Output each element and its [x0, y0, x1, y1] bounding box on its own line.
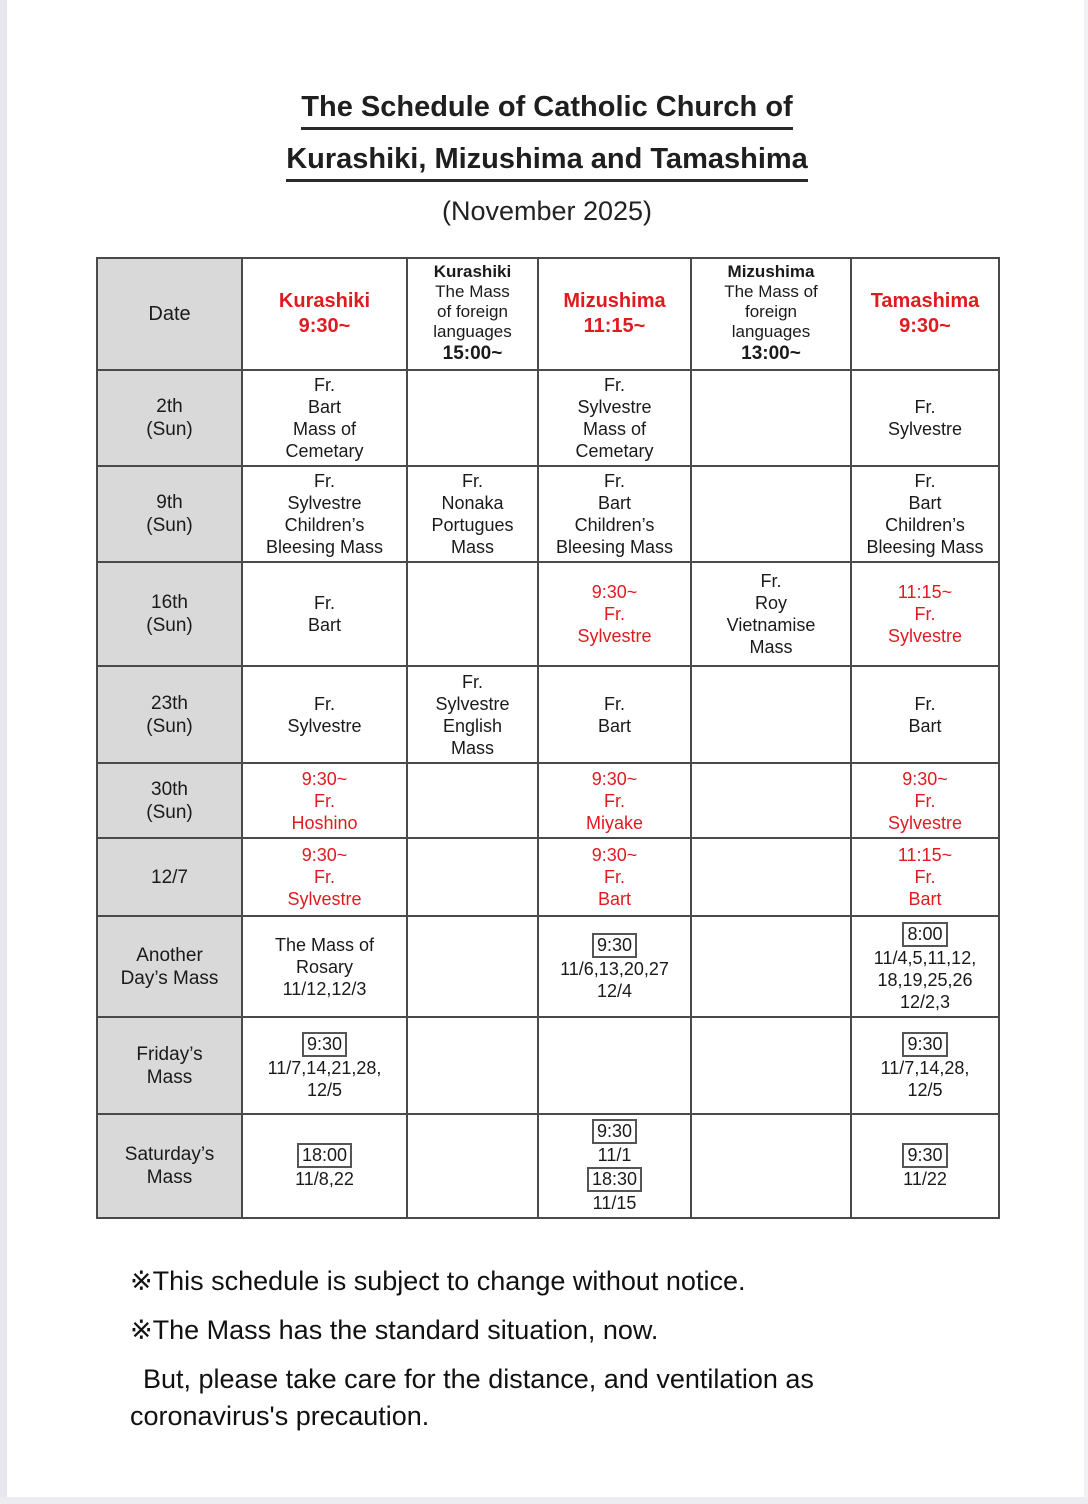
- cell-line: 16th: [151, 592, 188, 613]
- cell-line: 9:30~: [298, 315, 351, 337]
- page-bottom-edge: [0, 1497, 1088, 1504]
- schedule-cell-mizushima-foreign-languages: [691, 466, 851, 562]
- cell-line: 12/4: [596, 980, 633, 1001]
- cell-line: Bart: [307, 397, 341, 417]
- cell-line: Bart: [597, 889, 631, 909]
- cell-line: 12/2,3: [899, 991, 951, 1012]
- cell-line: [246, 1031, 403, 1057]
- note-standard-situation: ※The Mass has the standard situation, now.: [130, 1315, 659, 1345]
- cell-line: Mass: [146, 1167, 193, 1188]
- cell-line: 9:30~: [899, 315, 951, 337]
- cell-line: Fr.: [914, 790, 936, 811]
- mass-schedule-table: [96, 257, 1000, 1219]
- cell-line: (Sun): [146, 419, 193, 440]
- schedule-cell-kurashiki-foreign-languages: [407, 1017, 538, 1114]
- schedule-row: [97, 1114, 999, 1218]
- cell-line: Mass of: [582, 419, 647, 439]
- schedule-cell-mizushima: [538, 916, 691, 1017]
- cell-line: The Mass: [435, 282, 510, 301]
- schedule-row: [97, 370, 999, 466]
- cell-line: Bleesing Mass: [866, 537, 984, 557]
- cell-line: Nonaka: [441, 493, 504, 513]
- cell-line: 15:00~: [442, 343, 503, 364]
- cell-line: Kurashiki: [433, 262, 512, 281]
- cell-line: Fr.: [314, 867, 335, 887]
- cell-line: Sylvestre: [577, 626, 652, 646]
- date-cell: [97, 838, 242, 916]
- cell-line: Children’s: [885, 515, 965, 535]
- date-cell: [97, 562, 242, 666]
- cell-line: Kurashiki: [278, 290, 371, 312]
- schedule-row: [97, 466, 999, 562]
- schedule-cell-mizushima: [538, 666, 691, 763]
- title-block: [96, 0, 998, 227]
- date-cell: [97, 763, 242, 838]
- cell-line: Mizushima: [563, 290, 666, 312]
- cell-line: (Sun): [146, 515, 193, 536]
- cell-line: [855, 921, 995, 947]
- cell-line: Fr.: [604, 867, 625, 887]
- schedule-cell-kurashiki-foreign-languages: [407, 763, 538, 838]
- cell-line: Sylvestre: [287, 889, 362, 909]
- schedule-cell-mizushima: [538, 1114, 691, 1218]
- cell-line: 9:30~: [902, 768, 948, 789]
- schedule-cell-mizushima-foreign-languages: [691, 763, 851, 838]
- cell-line: Vietnamise: [726, 615, 816, 635]
- cell-line: 9th: [156, 492, 183, 513]
- cell-line: Mass: [749, 637, 793, 657]
- cell-line: Fr.: [914, 604, 936, 624]
- boxed-time: 9:30: [902, 1032, 947, 1057]
- cell-line: [542, 932, 687, 958]
- cell-line: 12/5: [306, 1079, 343, 1100]
- boxed-time: 8:00: [902, 922, 947, 947]
- cell-line: Day’s Mass: [120, 967, 219, 989]
- page-title-line1: The Schedule of Catholic Church of: [301, 90, 792, 130]
- cell-line: 11/4,5,11,12,: [873, 947, 977, 968]
- cell-line: The Mass of: [274, 934, 375, 955]
- boxed-time: 9:30: [592, 933, 637, 958]
- schedule-row: [97, 1017, 999, 1114]
- schedule-cell-tamashima: [851, 466, 999, 562]
- schedule-cell-mizushima: [538, 466, 691, 562]
- cell-line: 2th: [156, 396, 183, 417]
- cell-line: Bart: [597, 493, 631, 513]
- page-title-line2: Kurashiki, Mizushima and Tamashima: [286, 142, 808, 182]
- schedule-cell-mizushima-foreign-languages: [691, 916, 851, 1017]
- cell-line: 11/6,13,20,27: [560, 958, 669, 979]
- cell-line: Bart: [908, 715, 942, 736]
- boxed-time: 18:00: [297, 1143, 352, 1168]
- date-cell: [97, 370, 242, 466]
- cell-line: Fr.: [314, 593, 335, 613]
- cell-line: 9:30~: [591, 582, 638, 602]
- schedule-cell-kurashiki-foreign-languages: [407, 370, 538, 466]
- schedule-cell-tamashima: [851, 562, 999, 666]
- schedule-cell-kurashiki: [242, 562, 407, 666]
- cell-line: 11/8,22: [295, 1169, 354, 1189]
- cell-line: Portugues: [431, 515, 514, 535]
- cell-line: Sylvestre: [577, 397, 652, 417]
- schedule-cell-kurashiki-foreign-languages: [407, 1114, 538, 1218]
- cell-line: Fr.: [314, 375, 335, 395]
- schedule-cell-kurashiki-foreign-languages: [407, 838, 538, 916]
- cell-line: Rosary: [295, 956, 353, 977]
- schedule-row: [97, 916, 999, 1017]
- note-coronavirus-precaution: But, please take care for the distance, and ventilation as coronavirus's precaution.: [130, 1364, 814, 1431]
- cell-line: [855, 1142, 995, 1168]
- schedule-cell-mizushima-foreign-languages: [691, 838, 851, 916]
- schedule-cell-kurashiki: [242, 838, 407, 916]
- schedule-cell-mizushima-foreign-languages: [691, 1017, 851, 1114]
- schedule-cell-mizushima-foreign-languages: [691, 666, 851, 763]
- column-header-kurashiki: [242, 258, 407, 370]
- cell-line: [542, 1166, 687, 1192]
- cell-line: 11/1: [597, 1145, 632, 1165]
- cell-line: Fr.: [914, 471, 936, 491]
- schedule-cell-kurashiki-foreign-languages: [407, 562, 538, 666]
- cell-line: [855, 1031, 995, 1057]
- schedule-cell-tamashima: [851, 763, 999, 838]
- cell-line: 11/15: [592, 1193, 637, 1213]
- cell-line: 11/12,12/3: [282, 978, 367, 999]
- schedule-row: [97, 562, 999, 666]
- schedule-cell-kurashiki: [242, 370, 407, 466]
- cell-line: Cemetary: [575, 441, 654, 461]
- cell-line: 11:15~: [583, 315, 646, 337]
- column-header-mizushima: [538, 258, 691, 370]
- cell-line: Another: [136, 944, 203, 966]
- cell-line: Hoshino: [291, 812, 358, 833]
- cell-line: Mizushima: [727, 262, 815, 281]
- cell-line: Bart: [307, 615, 341, 635]
- cell-line: Tamashima: [870, 290, 980, 312]
- page-subtitle: (November 2025): [441, 196, 653, 226]
- schedule-cell-kurashiki: [242, 916, 407, 1017]
- cell-line: (Sun): [146, 801, 193, 823]
- cell-line: foreign: [745, 302, 797, 321]
- cell-line: Mass of: [292, 419, 357, 439]
- cell-line: Children’s: [284, 515, 365, 535]
- cell-line: Fr.: [604, 693, 625, 714]
- cell-line: Fr.: [604, 604, 625, 624]
- cell-line: 12/7: [151, 866, 188, 888]
- cell-line: Roy: [754, 593, 787, 613]
- cell-line: Fr.: [914, 693, 936, 714]
- cell-line: Fr.: [314, 471, 335, 491]
- cell-line: Sylvestre: [287, 493, 362, 513]
- note-schedule-change: ※This schedule is subject to change without notice.: [130, 1266, 746, 1296]
- cell-line: 11/7,14,28,: [880, 1057, 970, 1078]
- cell-line: [542, 1118, 687, 1144]
- date-cell: [97, 466, 242, 562]
- cell-line: 9:30~: [591, 845, 638, 865]
- page-left-edge: [0, 0, 7, 1504]
- schedule-cell-kurashiki: [242, 1017, 407, 1114]
- cell-line: Sylvestre: [435, 693, 510, 714]
- schedule-table-body: [97, 370, 999, 1218]
- schedule-cell-kurashiki: [242, 666, 407, 763]
- cell-line: Fr.: [462, 671, 483, 692]
- cell-line: 11:15~: [897, 582, 953, 602]
- schedule-cell-tamashima: [851, 1017, 999, 1114]
- date-cell: [97, 666, 242, 763]
- cell-line: languages: [731, 322, 811, 341]
- schedule-table-header: [97, 258, 999, 370]
- notes-section: [130, 1263, 890, 1435]
- cell-line: Sylvestre: [887, 626, 963, 646]
- cell-line: Fr.: [914, 867, 936, 887]
- cell-line: Mass: [450, 737, 494, 758]
- cell-line: (Sun): [146, 615, 193, 636]
- cell-line: Fr.: [604, 790, 625, 811]
- date-cell: [97, 1017, 242, 1114]
- schedule-cell-tamashima: [851, 666, 999, 763]
- schedule-cell-mizushima: [538, 838, 691, 916]
- column-header-date: Date: [97, 258, 242, 370]
- cell-line: 11/22: [903, 1169, 947, 1189]
- cell-line: Bart: [908, 889, 942, 909]
- boxed-time: 9:30: [302, 1032, 347, 1057]
- cell-line: English: [442, 715, 503, 736]
- cell-line: Fr.: [462, 471, 483, 491]
- cell-line: [246, 1142, 403, 1168]
- cell-line: (Sun): [146, 715, 193, 737]
- schedule-cell-tamashima: [851, 916, 999, 1017]
- schedule-cell-kurashiki-foreign-languages: [407, 466, 538, 562]
- column-header-kurashiki-foreign-languages: [407, 258, 538, 370]
- cell-line: 18,19,25,26: [877, 969, 973, 990]
- boxed-time: 9:30: [902, 1143, 947, 1168]
- cell-line: Bart: [908, 493, 942, 513]
- cell-line: 23th: [151, 692, 188, 714]
- cell-line: 12/5: [907, 1079, 943, 1100]
- cell-line: 30th: [151, 778, 188, 800]
- cell-line: 9:30~: [301, 768, 348, 789]
- date-cell: [97, 916, 242, 1017]
- schedule-row: [97, 763, 999, 838]
- cell-line: Miyake: [585, 812, 643, 833]
- cell-line: 9:30~: [301, 845, 348, 865]
- cell-line: Bleesing Mass: [265, 537, 384, 557]
- cell-line: languages: [433, 322, 512, 341]
- page-right-edge: [1084, 0, 1088, 1504]
- schedule-cell-mizushima: [538, 562, 691, 666]
- cell-line: Fr.: [314, 693, 335, 714]
- cell-line: Fr.: [314, 790, 335, 811]
- schedule-row: [97, 838, 999, 916]
- cell-line: Sylvestre: [887, 812, 963, 833]
- cell-line: Bart: [597, 715, 631, 736]
- cell-line: Saturday’s: [124, 1144, 215, 1165]
- cell-line: 11:15~: [897, 845, 953, 865]
- schedule-cell-mizushima-foreign-languages: [691, 1114, 851, 1218]
- cell-line: Fr.: [914, 397, 936, 417]
- schedule-cell-tamashima: [851, 838, 999, 916]
- column-header-tamashima: [851, 258, 999, 370]
- cell-line: Friday’s: [136, 1043, 203, 1065]
- column-header-mizushima-foreign-languages: [691, 258, 851, 370]
- cell-line: of foreign: [437, 302, 508, 321]
- cell-line: The Mass of: [724, 282, 818, 301]
- date-cell: [97, 1114, 242, 1218]
- schedule-row: [97, 666, 999, 763]
- schedule-cell-mizushima: [538, 1017, 691, 1114]
- schedule-cell-kurashiki: [242, 1114, 407, 1218]
- schedule-cell-mizushima-foreign-languages: [691, 562, 851, 666]
- schedule-cell-tamashima: [851, 370, 999, 466]
- boxed-time: 9:30: [592, 1119, 637, 1144]
- cell-line: Fr.: [604, 471, 625, 491]
- cell-line: Fr.: [760, 571, 782, 591]
- cell-line: 11/7,14,21,28,: [267, 1057, 382, 1078]
- cell-line: 9:30~: [591, 768, 638, 789]
- cell-line: Sylvestre: [287, 715, 362, 736]
- cell-line: Fr.: [604, 375, 625, 395]
- schedule-cell-kurashiki: [242, 466, 407, 562]
- cell-line: Bleesing Mass: [555, 537, 674, 557]
- schedule-cell-kurashiki-foreign-languages: [407, 666, 538, 763]
- schedule-cell-kurashiki-foreign-languages: [407, 916, 538, 1017]
- schedule-cell-kurashiki: [242, 763, 407, 838]
- cell-line: Mass: [146, 1066, 193, 1088]
- cell-line: Mass: [450, 537, 494, 557]
- boxed-time: 18:30: [587, 1167, 642, 1192]
- cell-line: Sylvestre: [887, 419, 963, 439]
- cell-line: Children’s: [574, 515, 655, 535]
- cell-line: 13:00~: [741, 343, 801, 364]
- schedule-cell-mizushima: [538, 763, 691, 838]
- schedule-cell-mizushima: [538, 370, 691, 466]
- schedule-cell-mizushima-foreign-languages: [691, 370, 851, 466]
- cell-line: Cemetary: [285, 441, 364, 461]
- schedule-cell-tamashima: [851, 1114, 999, 1218]
